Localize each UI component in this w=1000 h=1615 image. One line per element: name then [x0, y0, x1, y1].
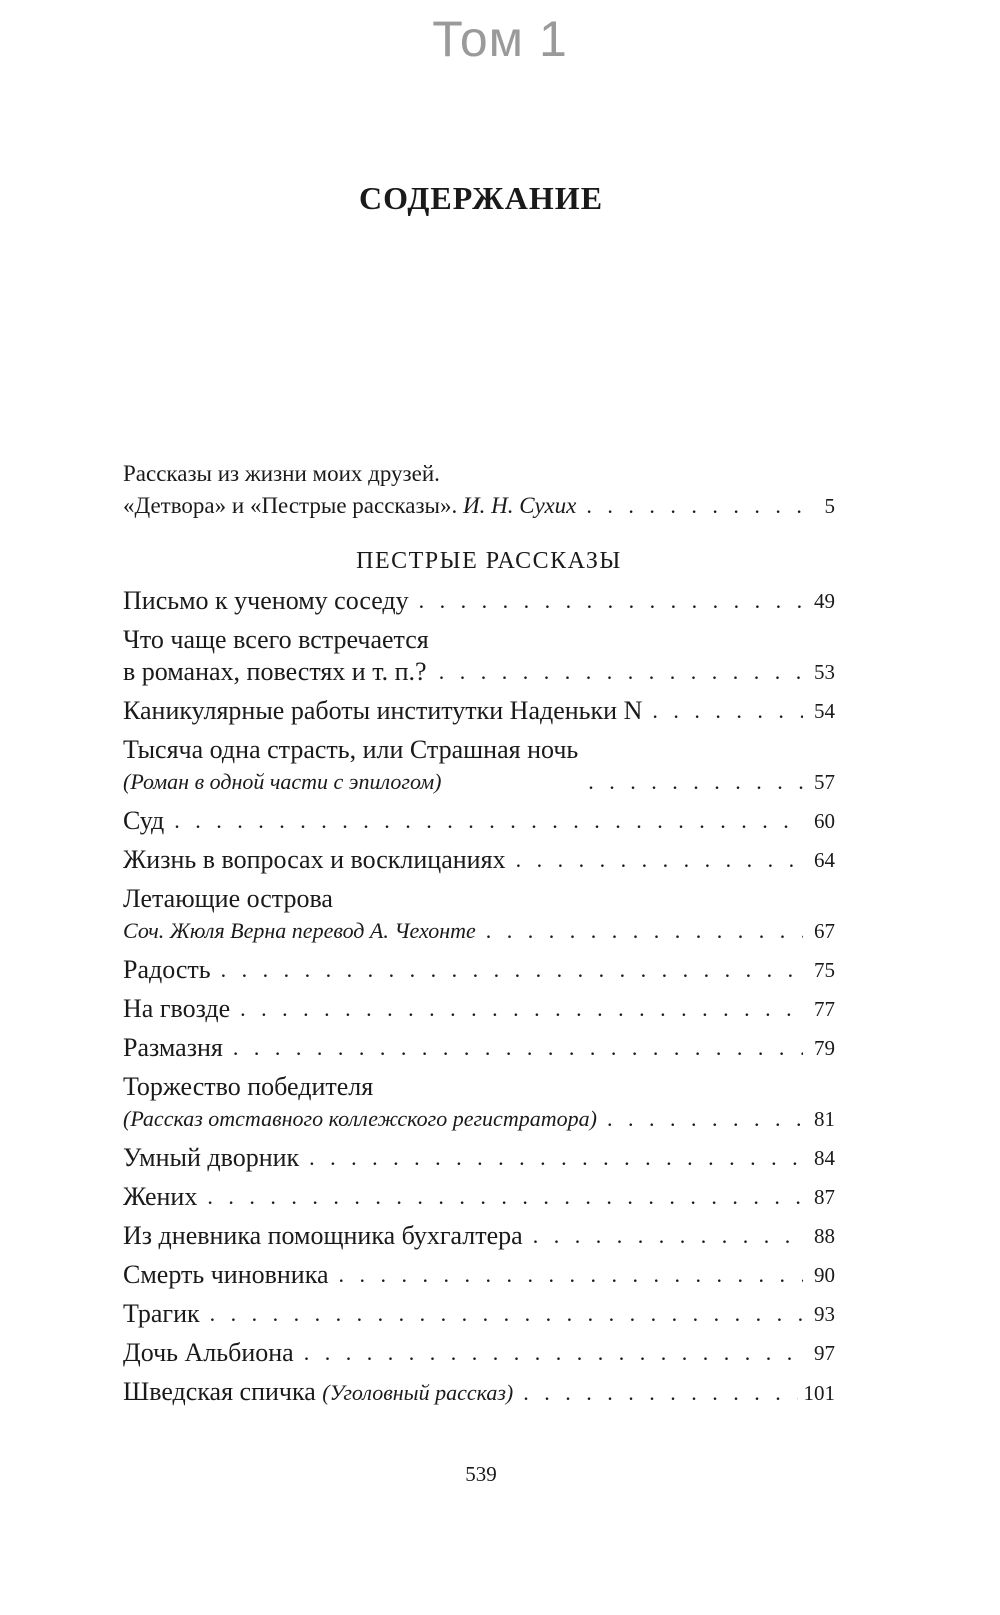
- toc-entry-page: 79: [814, 1036, 835, 1060]
- dot-leader: [516, 844, 803, 876]
- toc-entry-subtitle: (Уголовный рассказ): [322, 1380, 514, 1405]
- toc-entry-page: 5: [824, 494, 835, 518]
- toc-entry-page: 60: [814, 809, 835, 833]
- section-title: ПЕСТРЫЕ РАССКАЗЫ: [356, 548, 622, 574]
- toc-entry-title: Смерть чиновника: [123, 1260, 329, 1289]
- dot-leader: [533, 1220, 803, 1252]
- dot-leader: [652, 695, 803, 727]
- page-title: СОДЕРЖАНИЕ: [358, 180, 604, 216]
- toc-entry-title: Торжество победителя: [123, 1072, 374, 1101]
- toc-entry[interactable]: [123, 954, 835, 986]
- dot-leader: [174, 805, 803, 837]
- toc-entry-subtitle: (Рассказ отставного коллежского регистратора): [123, 1106, 597, 1131]
- dot-leader: [439, 656, 803, 688]
- toc-entry-page: 87: [814, 1185, 835, 1209]
- toc-entry[interactable]: [123, 844, 835, 876]
- toc-entry-title: Летающие острова: [123, 884, 333, 913]
- toc-entry-page: 81: [814, 1107, 835, 1131]
- toc-entry-intro[interactable]: [123, 458, 835, 522]
- toc-entry-title: Умный дворник: [123, 1143, 300, 1172]
- toc-entry[interactable]: [123, 734, 835, 798]
- toc-entry-subtitle: «Детвора» и «Пестрые рассказы».: [123, 493, 458, 518]
- toc-entry[interactable]: [123, 585, 835, 617]
- dot-leader: [339, 1259, 804, 1291]
- toc-entry-page: 93: [814, 1302, 835, 1326]
- dot-leader: [419, 585, 803, 617]
- toc-entry[interactable]: [123, 1298, 835, 1330]
- toc-entry-page: 84: [814, 1146, 835, 1170]
- toc-entry[interactable]: [123, 805, 835, 837]
- toc-entry[interactable]: [123, 695, 835, 727]
- toc-entry-page: 75: [814, 958, 835, 982]
- toc-entry-author: И. Н. Сухих: [463, 493, 577, 518]
- dot-leader: [221, 954, 803, 986]
- toc-entry-title-continued: в романах, повестях и т. п.?: [123, 657, 427, 686]
- toc-entry-title: Жизнь в вопросах и восклицаниях: [123, 845, 506, 874]
- toc-entry-page: 57: [814, 770, 835, 794]
- toc-entry-title: Радость: [123, 955, 211, 984]
- toc-entry[interactable]: [123, 1181, 835, 1213]
- toc-entry-subtitle: Соч. Жюля Верна перевод А. Чехонте: [123, 918, 476, 943]
- toc-entry-title: Шведская спичка: [123, 1377, 316, 1406]
- toc-entry-title: На гвозде: [123, 994, 231, 1023]
- toc-entry-title: Жених: [123, 1182, 198, 1211]
- dot-leader: [210, 1298, 803, 1330]
- toc-entry-page: 49: [814, 589, 835, 613]
- toc-entry-title: Что чаще всего встречается: [123, 625, 429, 654]
- toc-entry[interactable]: [123, 1032, 835, 1064]
- toc-entry[interactable]: [123, 624, 835, 688]
- toc-entry-page: 97: [814, 1341, 835, 1365]
- toc-entry-title: Дочь Альбиона: [123, 1338, 294, 1367]
- toc-entry-title: Письмо к ученому соседу: [123, 586, 409, 615]
- dot-leader: [304, 1337, 803, 1369]
- table-of-contents: [123, 458, 835, 1416]
- dot-leader: [607, 1103, 803, 1135]
- dot-leader: [240, 993, 803, 1025]
- toc-entry-title: Суд: [123, 806, 165, 835]
- toc-entry-subtitle: (Роман в одной части с эпилогом): [123, 769, 442, 794]
- dot-leader: [523, 1377, 797, 1409]
- toc-entry[interactable]: [123, 883, 835, 947]
- dot-leader: [233, 1032, 803, 1064]
- dot-leader: [207, 1181, 803, 1213]
- toc-entry-page: 90: [814, 1263, 835, 1287]
- toc-entry-page: 77: [814, 997, 835, 1021]
- page-number: 539: [465, 1462, 497, 1486]
- dot-leader: [586, 490, 803, 522]
- toc-entry[interactable]: [123, 1142, 835, 1174]
- toc-entry-title: Трагик: [123, 1299, 200, 1328]
- toc-entry[interactable]: [123, 1071, 835, 1135]
- toc-entry[interactable]: [123, 993, 835, 1025]
- dot-leader: [588, 766, 803, 798]
- toc-entry-page: 64: [814, 848, 835, 872]
- toc-entry-title: Тысяча одна страсть, или Страшная ночь: [123, 735, 579, 764]
- toc-entry-page: 53: [814, 660, 835, 684]
- toc-entry-page: 54: [814, 699, 835, 723]
- toc-entry-title: Рассказы из жизни моих друзей.: [123, 461, 440, 486]
- dot-leader: [309, 1142, 803, 1174]
- toc-entry-title: Каникулярные работы институтки Наденьки N: [123, 696, 643, 725]
- volume-label: Том 1: [432, 11, 568, 67]
- toc-entry-title: Размазня: [123, 1033, 223, 1062]
- toc-entry[interactable]: [123, 1259, 835, 1291]
- toc-entry[interactable]: [123, 1220, 835, 1252]
- toc-entry-title: Из дневника помощника бухгалтера: [123, 1221, 523, 1250]
- dot-leader: [486, 915, 803, 947]
- toc-entry-page: 88: [814, 1224, 835, 1248]
- toc-entry[interactable]: [123, 1337, 835, 1369]
- toc-entry-page: 67: [814, 919, 835, 943]
- toc-entry-page: 101: [803, 1381, 835, 1405]
- toc-entry[interactable]: [123, 1376, 835, 1409]
